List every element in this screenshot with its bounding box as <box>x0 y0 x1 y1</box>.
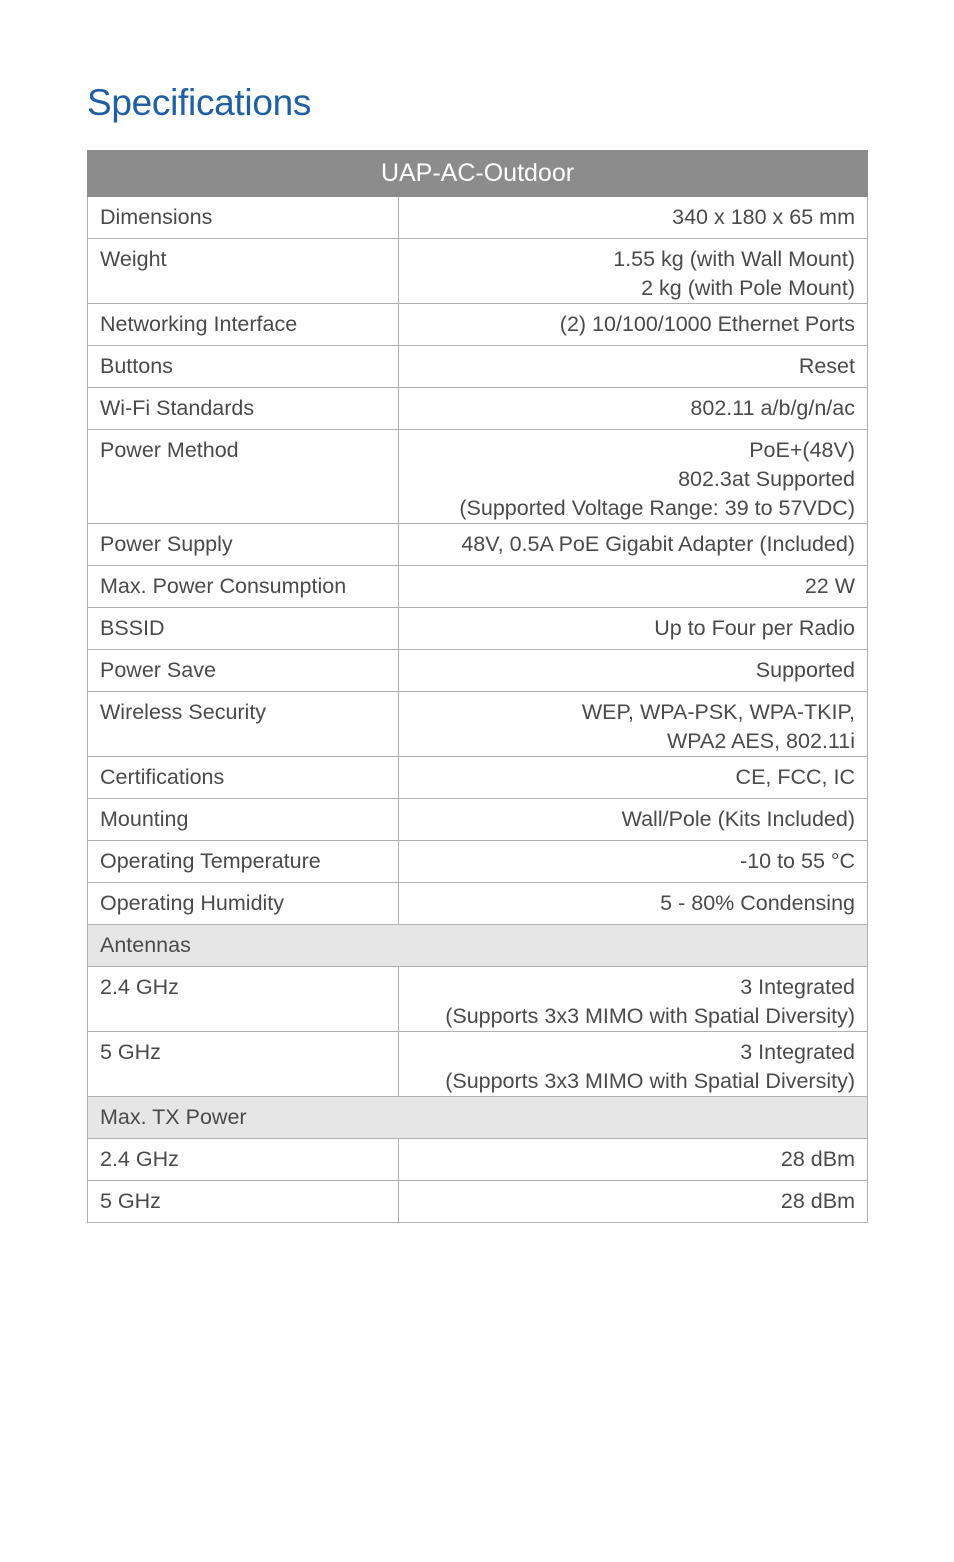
value-line: 22 W <box>804 574 855 598</box>
spec-value <box>399 1139 868 1181</box>
value-line: Reset <box>798 354 855 378</box>
spec-value <box>399 304 868 346</box>
value-line: 2 kg (with Pole Mount) <box>641 276 855 300</box>
table-row <box>88 388 868 430</box>
spec-value <box>399 841 868 883</box>
table-row <box>88 757 868 799</box>
table-row <box>88 1181 868 1223</box>
value-line: 28 dBm <box>780 1189 855 1213</box>
value-line: 1.55 kg (with Wall Mount) <box>613 247 855 271</box>
spec-label: 5 GHz <box>88 1181 399 1223</box>
spec-value <box>399 967 868 1032</box>
value-line: WPA2 AES, 802.11i <box>666 729 855 753</box>
section-row-antennas <box>88 925 868 967</box>
value-line: 802.11 a/b/g/n/ac <box>690 396 855 420</box>
table-row <box>88 1139 868 1181</box>
spec-label: 2.4 GHz <box>88 1139 399 1181</box>
spec-label: Weight <box>88 239 399 304</box>
spec-value <box>399 757 868 799</box>
spec-label: Operating Temperature <box>88 841 399 883</box>
spec-label: Networking Interface <box>88 304 399 346</box>
table-row <box>88 304 868 346</box>
table-row <box>88 883 868 925</box>
spec-value <box>399 650 868 692</box>
product-name: UAP-AC-Outdoor <box>88 151 868 197</box>
spec-label: Operating Humidity <box>88 883 399 925</box>
spec-label: 2.4 GHz <box>88 967 399 1032</box>
spec-value <box>399 388 868 430</box>
spec-label: Certifications <box>88 757 399 799</box>
value-line: 5 - 80% Condensing <box>660 891 855 915</box>
spec-value <box>399 799 868 841</box>
spec-value <box>399 608 868 650</box>
spec-value <box>399 524 868 566</box>
table-row <box>88 967 868 1032</box>
spec-label: Wi-Fi Standards <box>88 388 399 430</box>
value-line: (Supports 3x3 MIMO with Spatial Diversity) <box>445 1069 855 1093</box>
value-line: PoE+(48V) <box>749 438 855 462</box>
spec-value <box>399 346 868 388</box>
spec-label: Power Method <box>88 430 399 524</box>
spec-label: Max. Power Consumption <box>88 566 399 608</box>
section-heading: Antennas <box>88 925 868 967</box>
spec-label: 5 GHz <box>88 1032 399 1097</box>
table-header-row <box>88 151 868 197</box>
table-row <box>88 197 868 239</box>
table-row <box>88 799 868 841</box>
spec-value <box>399 883 868 925</box>
spec-value <box>399 430 868 524</box>
value-line: 3 Integrated <box>740 1040 855 1064</box>
table-row <box>88 692 868 757</box>
table-row <box>88 524 868 566</box>
spec-value <box>399 1181 868 1223</box>
spec-label: Buttons <box>88 346 399 388</box>
spec-table <box>87 150 868 1223</box>
value-line: Supported <box>755 658 855 682</box>
value-line: 802.3at Supported <box>678 467 855 491</box>
spec-label: Power Save <box>88 650 399 692</box>
spec-label: Mounting <box>88 799 399 841</box>
table-row <box>88 650 868 692</box>
value-line: 48V, 0.5A PoE Gigabit Adapter (Included) <box>461 532 855 556</box>
spec-value <box>399 566 868 608</box>
table-row <box>88 608 868 650</box>
value-line: -10 to 55 °C <box>740 849 855 873</box>
value-line: (2) 10/100/1000 Ethernet Ports <box>559 312 855 336</box>
value-line: (Supports 3x3 MIMO with Spatial Diversity) <box>445 1004 855 1028</box>
table-row <box>88 346 868 388</box>
value-line: (Supported Voltage Range: 39 to 57VDC) <box>459 496 855 520</box>
value-line: WEP, WPA-PSK, WPA-TKIP, <box>581 700 855 724</box>
section-row-tx-power <box>88 1097 868 1139</box>
value-line: 3 Integrated <box>740 975 855 999</box>
section-heading: Max. TX Power <box>88 1097 868 1139</box>
table-row <box>88 239 868 304</box>
value-line: Wall/Pole (Kits Included) <box>621 807 855 831</box>
table-row <box>88 430 868 524</box>
spec-value <box>399 692 868 757</box>
spec-label: Power Supply <box>88 524 399 566</box>
spec-value <box>399 1032 868 1097</box>
table-row <box>88 841 868 883</box>
value-line: 340 x 180 x 65 mm <box>672 205 855 229</box>
value-line: Up to Four per Radio <box>654 616 855 640</box>
spec-label: Dimensions <box>88 197 399 239</box>
table-row <box>88 1032 868 1097</box>
value-line: 28 dBm <box>780 1147 855 1171</box>
page-title: Specifications <box>87 82 312 123</box>
spec-value <box>399 197 868 239</box>
spec-value <box>399 239 868 304</box>
table-row <box>88 566 868 608</box>
spec-label: Wireless Security <box>88 692 399 757</box>
value-line: CE, FCC, IC <box>735 765 855 789</box>
spec-label: BSSID <box>88 608 399 650</box>
